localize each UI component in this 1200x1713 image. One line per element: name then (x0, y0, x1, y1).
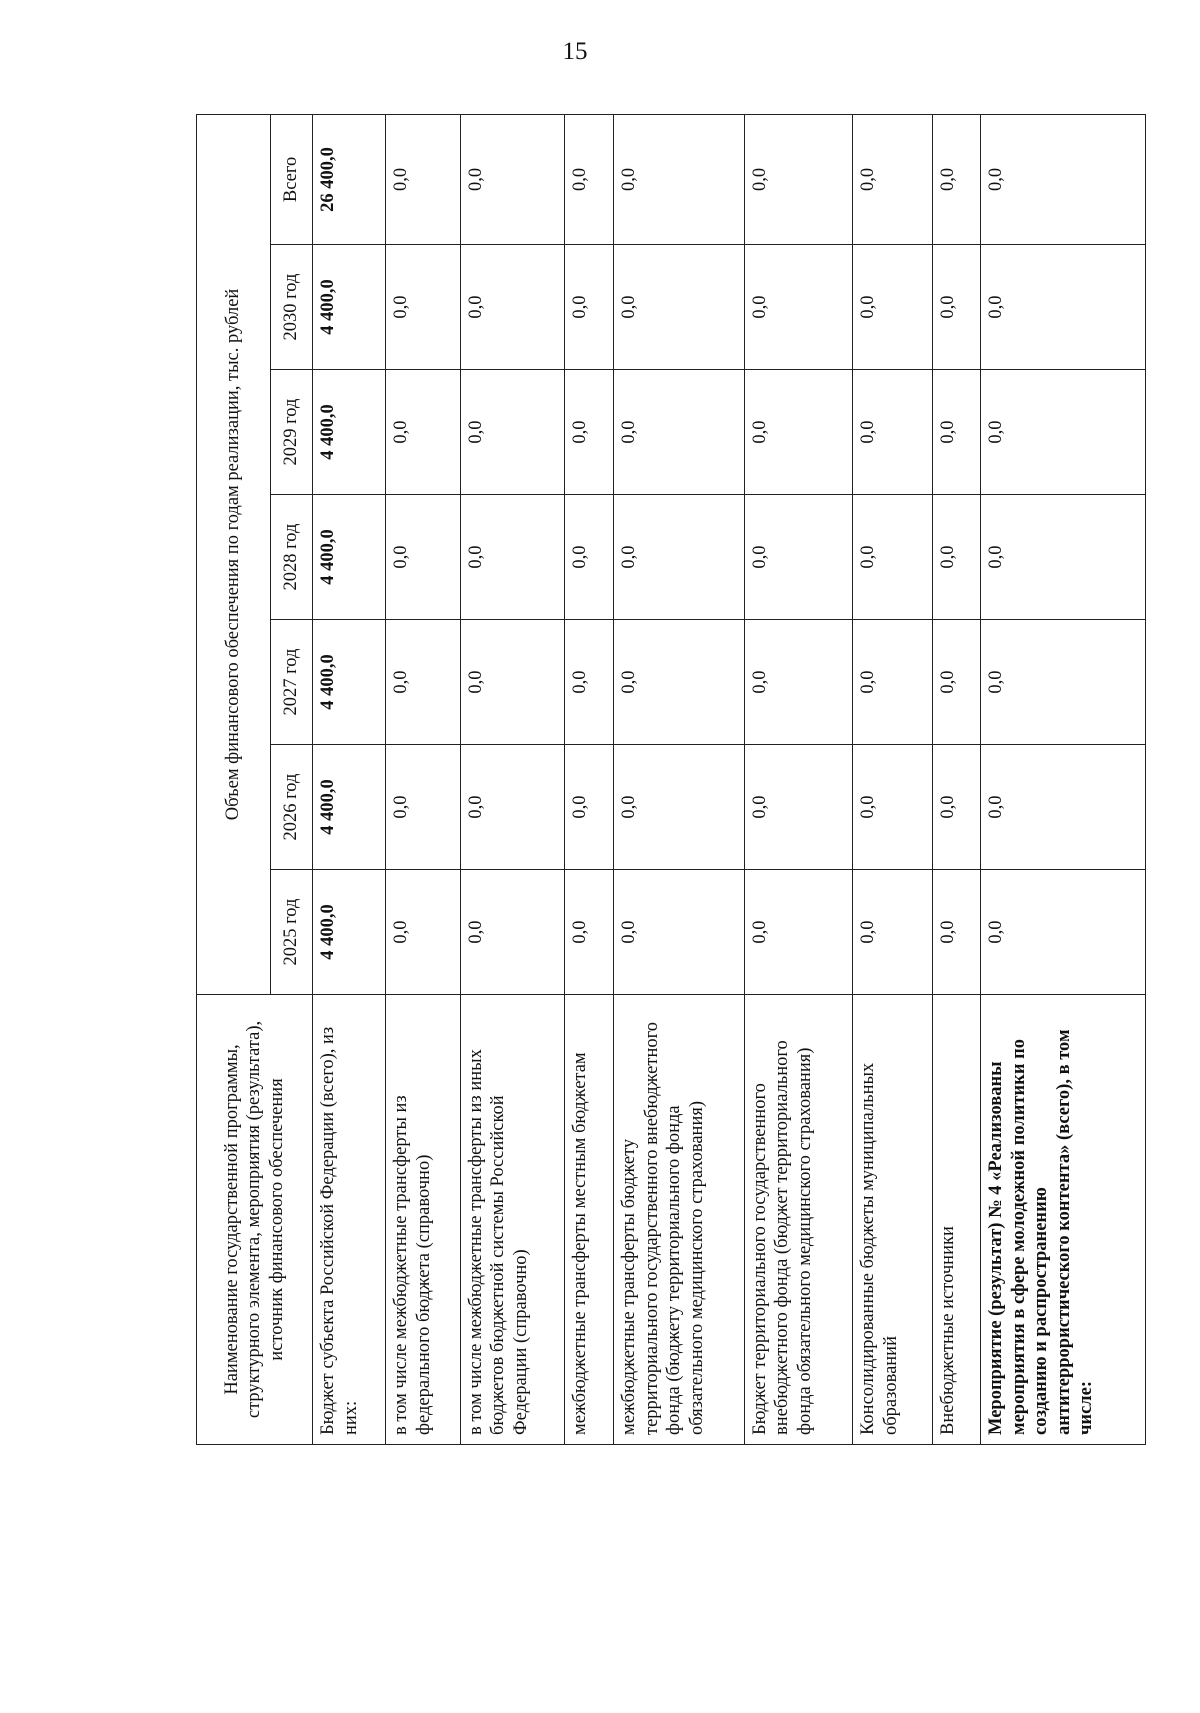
row-total: 0,0 (460, 114, 564, 244)
row-value: 4 400,0 (313, 620, 386, 745)
row-total: 0,0 (614, 114, 745, 244)
row-name: в том числе межбюджетные трансферты из федерального бюджета (справочно) (386, 995, 460, 1445)
row-value: 0,0 (565, 370, 614, 495)
row-value: 0,0 (933, 245, 981, 370)
row-name: Бюджет территориального государственного внебюджетного фонда (бюджет территориального фонда обязательного медицинского страхования) (744, 995, 853, 1445)
row-value: 0,0 (386, 745, 460, 870)
row-value: 0,0 (614, 870, 745, 995)
row-value: 4 400,0 (313, 745, 386, 870)
row-total: 0,0 (933, 114, 981, 244)
header-year: 2026 год (271, 745, 313, 870)
row-value: 0,0 (981, 870, 1146, 995)
row-value: 0,0 (933, 620, 981, 745)
row-value: 0,0 (853, 370, 933, 495)
table-row (744, 114, 853, 1444)
table-row (933, 114, 981, 1444)
row-value: 0,0 (614, 495, 745, 620)
row-value: 0,0 (744, 495, 853, 620)
row-value: 4 400,0 (313, 370, 386, 495)
row-total: 0,0 (565, 114, 614, 244)
header-row-1 (197, 114, 271, 1444)
row-value: 0,0 (744, 245, 853, 370)
row-value: 0,0 (386, 870, 460, 995)
table-row (853, 114, 933, 1444)
row-value: 0,0 (853, 870, 933, 995)
row-value: 0,0 (853, 245, 933, 370)
row-value: 0,0 (981, 495, 1146, 620)
table-rotation (196, 115, 1146, 1445)
header-year: 2030 год (271, 245, 313, 370)
financing-table (196, 114, 1146, 1445)
table-row (981, 114, 1146, 1444)
row-value: 0,0 (933, 745, 981, 870)
row-value: 0,0 (933, 495, 981, 620)
row-value: 0,0 (614, 245, 745, 370)
row-name: Консолидированные бюджеты муниципальных образований (853, 995, 933, 1445)
row-value: 0,0 (565, 245, 614, 370)
row-value: 0,0 (744, 745, 853, 870)
row-value: 0,0 (386, 245, 460, 370)
row-value: 0,0 (460, 620, 564, 745)
row-name: в том числе межбюджетные трансферты из иных бюджетов бюджетной системы Российской Федерации (справочно) (460, 995, 564, 1445)
row-total: 0,0 (744, 114, 853, 244)
row-total: 0,0 (853, 114, 933, 244)
row-value: 0,0 (614, 745, 745, 870)
row-total: 26 400,0 (313, 114, 386, 244)
row-value: 0,0 (565, 620, 614, 745)
row-value: 0,0 (460, 370, 564, 495)
row-value: 0,0 (744, 870, 853, 995)
table-row (460, 114, 564, 1444)
row-name: Мероприятие (результат) № 4 «Реализованы мероприятия в сфере молодежной политики по созданию и распространению антитеррористического контента» (всего), в том числе: (981, 995, 1146, 1445)
row-value: 0,0 (933, 870, 981, 995)
header-year: 2025 год (271, 870, 313, 995)
row-value: 4 400,0 (313, 495, 386, 620)
row-value: 0,0 (981, 245, 1146, 370)
row-value: 0,0 (933, 370, 981, 495)
header-year: 2028 год (271, 495, 313, 620)
row-name: межбюджетные трансферты местным бюджетам (565, 995, 614, 1445)
header-year: 2027 год (271, 620, 313, 745)
row-value: 0,0 (853, 620, 933, 745)
row-total: 0,0 (981, 114, 1146, 244)
row-value: 4 400,0 (313, 245, 386, 370)
table-row (565, 114, 614, 1444)
row-value: 0,0 (565, 495, 614, 620)
table-row (614, 114, 745, 1444)
row-value: 0,0 (386, 370, 460, 495)
row-name: Бюджет субъекта Российской Федерации (всего), из них: (313, 995, 386, 1445)
row-value: 4 400,0 (313, 870, 386, 995)
row-value: 0,0 (981, 370, 1146, 495)
row-value: 0,0 (981, 620, 1146, 745)
row-value: 0,0 (460, 870, 564, 995)
table-row (386, 114, 460, 1444)
row-value: 0,0 (565, 745, 614, 870)
row-name: межбюджетные трансферты бюджету территориального государственного внебюджетного фонда (бюджету территориального фонда обязательного медицинского страхования) (614, 995, 745, 1445)
row-total: 0,0 (386, 114, 460, 244)
row-value: 0,0 (386, 495, 460, 620)
table-row (313, 114, 386, 1444)
rotated-table-container (196, 115, 1146, 1445)
row-value: 0,0 (460, 745, 564, 870)
row-value: 0,0 (853, 495, 933, 620)
row-value: 0,0 (744, 620, 853, 745)
row-value: 0,0 (744, 370, 853, 495)
header-name-column: Наименование государственной программы, структурного элемента, мероприятия (результата), источник финансового обеспечения (197, 995, 313, 1445)
row-value: 0,0 (460, 495, 564, 620)
row-name: Внебюджетные источники (933, 995, 981, 1445)
row-value: 0,0 (565, 870, 614, 995)
row-value: 0,0 (614, 620, 745, 745)
header-year: 2029 год (271, 370, 313, 495)
header-total: Всего (271, 114, 313, 244)
row-value: 0,0 (386, 620, 460, 745)
row-value: 0,0 (614, 370, 745, 495)
row-value: 0,0 (981, 745, 1146, 870)
page-number: 15 (562, 38, 588, 65)
row-value: 0,0 (853, 745, 933, 870)
row-value: 0,0 (460, 245, 564, 370)
header-financing-group: Объем финансового обеспечения по годам реализации, тыс. рублей (197, 114, 271, 994)
